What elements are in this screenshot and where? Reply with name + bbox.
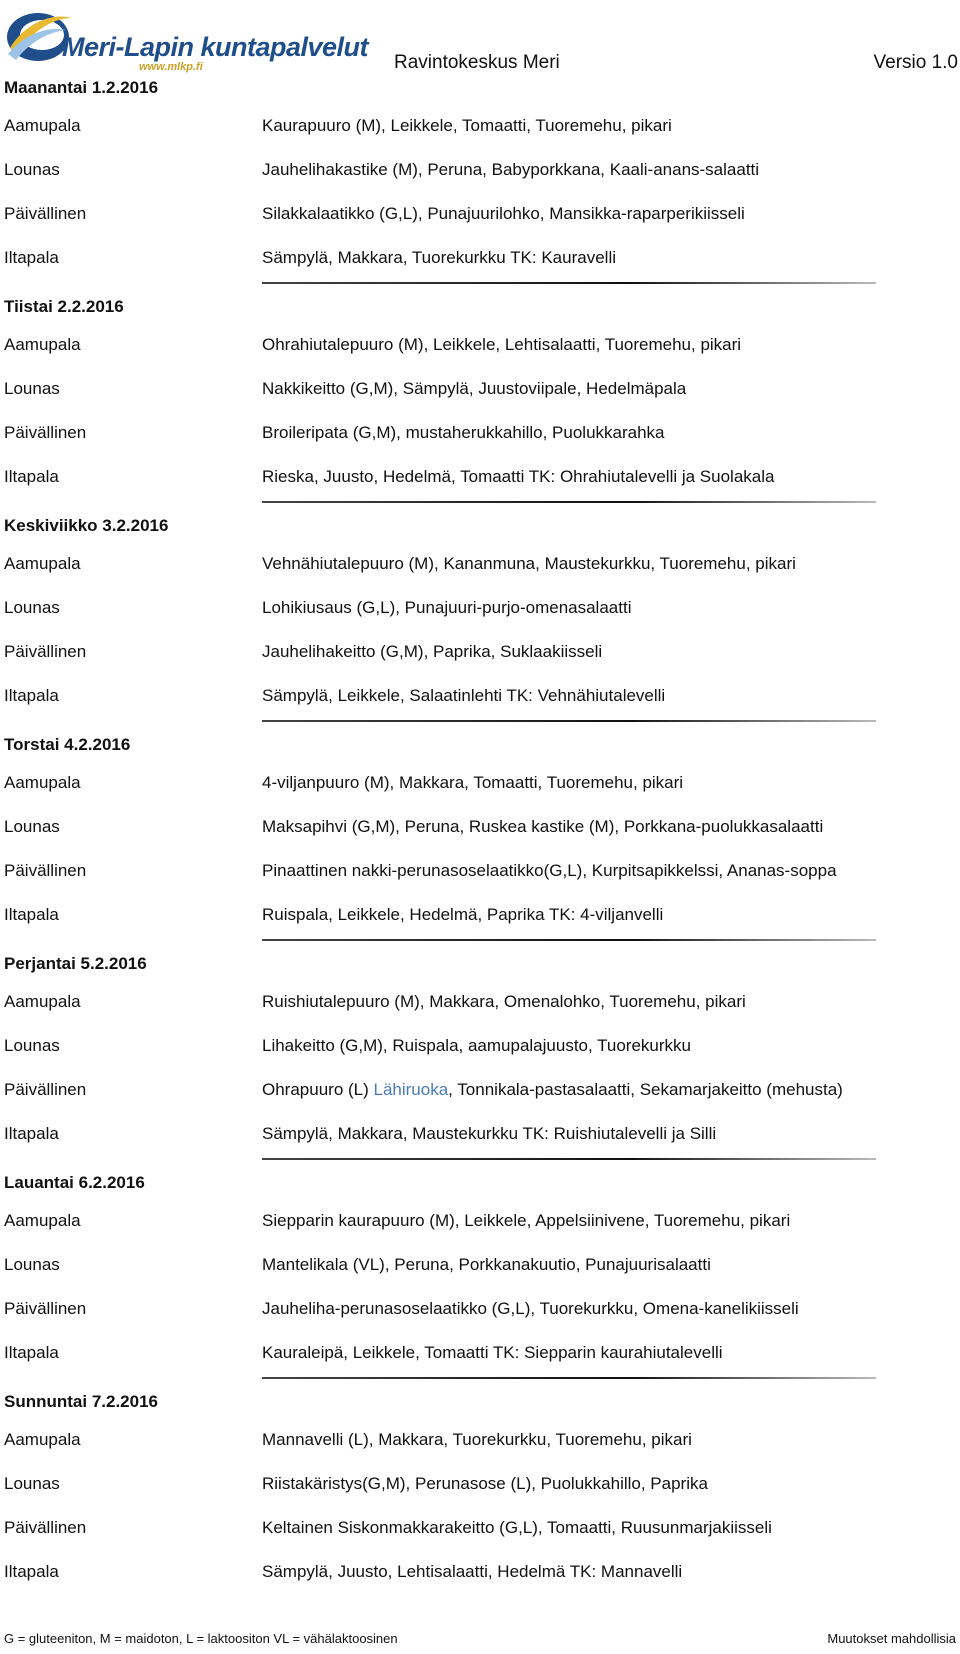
meal-label: Iltapala [4,248,59,267]
meal-row-iltapala [0,1550,960,1594]
meal-row-paivallinen [0,1068,960,1112]
meal-row-paivallinen [0,192,960,236]
meal-row-aamupala [0,104,960,148]
meal-text: Mantelikala (VL), Peruna, Porkkanakuutio, Punajuurisalaatti [262,1255,711,1274]
meal-text: Ruishiutalepuuro (M), Makkara, Omenalohko, Tuoremehu, pikari [262,992,746,1011]
meal-label: Aamupala [4,1430,81,1449]
meal-row-iltapala [0,674,960,718]
meal-text: Riistakäristys(G,M), Perunasose (L), Puolukkahillo, Paprika [262,1474,708,1493]
meal-text: Ohrahiutalepuuro (M), Leikkele, Lehtisalaatti, Tuoremehu, pikari [262,335,742,354]
meal-text: Kauraleipä, Leikkele, Tomaatti TK: Siepparin kaurahiutalevelli [262,1343,723,1362]
meal-row-lounas [0,367,960,411]
meal-label: Iltapala [4,1343,59,1362]
meal-label: Lounas [4,1474,60,1493]
meal-label: Päivällinen [4,861,87,880]
meal-row-iltapala [0,893,960,937]
meal-label: Lounas [4,160,60,179]
day-title: Torstai 4.2.2016 [4,735,131,754]
day-title: Sunnuntai 7.2.2016 [4,1392,158,1411]
version-label: Versio 1.0 [873,52,958,73]
meal-label: Iltapala [4,1562,59,1581]
logo-name: Meri-Lapin kuntapalvelut [62,32,369,62]
logo-url: www.mlkp.fi [139,61,203,73]
meal-label: Päivällinen [4,423,87,442]
day-divider [262,282,876,284]
day-section [0,78,960,297]
meal-label: Aamupala [4,335,81,354]
meal-text [262,1068,843,1112]
meal-text: Kaurapuuro (M), Leikkele, Tomaatti, Tuoremehu, pikari [262,116,672,135]
meal-row-paivallinen [0,1287,960,1331]
document-title: Ravintokeskus Meri [394,52,560,73]
meal-label: Iltapala [4,686,59,705]
meal-label: Päivällinen [4,1518,87,1537]
meal-text: Lohikiusaus (G,L), Punajuuri-purjo-omenasalaatti [262,598,632,617]
meal-text: Silakkalaatikko (G,L), Punajuurilohko, Mansikka-raparperikiisseli [262,204,745,223]
meal-label: Lounas [4,1255,60,1274]
meal-row-aamupala [0,761,960,805]
day-title: Perjantai 5.2.2016 [4,954,147,973]
meal-text: Pinaattinen nakki-perunasoselaatikko(G,L), Kurpitsapikkelssi, Ananas-soppa [262,861,837,880]
meal-row-paivallinen [0,411,960,455]
meal-row-iltapala [0,236,960,280]
day-title: Maanantai 1.2.2016 [4,78,159,97]
day-section [0,516,960,735]
meal-text: Keltainen Siskonmakkarakeitto (G,L), Tomaatti, Ruusunmarjakiisseli [262,1518,772,1537]
meal-text: Sämpylä, Leikkele, Salaatinlehti TK: Vehnähiutalevelli [262,686,666,705]
meal-label: Lounas [4,1036,60,1055]
meal-label: Lounas [4,598,60,617]
meal-label: Iltapala [4,1124,59,1143]
meal-text: Nakkikeitto (G,M), Sämpylä, Juustoviipale, Hedelmäpala [262,379,687,398]
meal-row-lounas [0,1024,960,1068]
day-section [0,735,960,954]
meal-row-aamupala [0,1199,960,1243]
meal-label: Iltapala [4,467,59,486]
page-header [0,0,960,90]
meal-text: Sämpylä, Makkara, Maustekurkku TK: Ruishiutalevelli ja Silli [262,1124,717,1143]
meal-row-lounas [0,148,960,192]
meal-row-aamupala [0,980,960,1024]
meal-text: Ruispala, Leikkele, Hedelmä, Paprika TK: 4-viljanvelli [262,905,664,924]
changes-note: Muutokset mahdollisia [827,1631,956,1646]
lahiruoka-link[interactable]: Lähiruoka [373,1080,449,1099]
meal-label: Aamupala [4,773,81,792]
meal-text: Maksapihvi (G,M), Peruna, Ruskea kastike (M), Porkkana-puolukkasalaatti [262,817,824,836]
meal-text: Siepparin kaurapuuro (M), Leikkele, Appelsiinivene, Tuoremehu, pikari [262,1211,791,1230]
meal-text: Jauhelihakastike (M), Peruna, Babyporkkana, Kaali-anans-salaatti [262,160,760,179]
meal-label: Päivällinen [4,1299,87,1318]
day-section [0,1392,960,1611]
meal-text-part: , Tonnikala-pastasalaatti, Sekamarjakeitto (mehusta) [448,1080,843,1099]
meal-row-iltapala [0,1331,960,1375]
meal-row-aamupala [0,1418,960,1462]
meal-label: Päivällinen [4,1080,87,1099]
day-title: Keskiviikko 3.2.2016 [4,516,169,535]
meal-text: Jauhelihakeitto (G,M), Paprika, Suklaakiisseli [262,642,603,661]
day-title: Lauantai 6.2.2016 [4,1173,145,1192]
meal-text-part: Ohrapuuro (L) [262,1080,374,1099]
meal-text: Rieska, Juusto, Hedelmä, Tomaatti TK: Ohrahiutalevelli ja Suolakala [262,467,775,486]
menu-days [0,78,960,1611]
day-section [0,1173,960,1392]
meal-row-paivallinen [0,849,960,893]
meal-label: Päivällinen [4,204,87,223]
meal-text: Sämpylä, Juusto, Lehtisalaatti, Hedelmä TK: Mannavelli [262,1562,683,1581]
logo [4,4,369,73]
day-divider [262,720,876,722]
day-divider [262,501,876,503]
meal-text: Mannavelli (L), Makkara, Tuorekurkku, Tuoremehu, pikari [262,1430,692,1449]
meal-label: Aamupala [4,116,81,135]
meal-row-lounas [0,805,960,849]
day-title: Tiistai 2.2.2016 [4,297,124,316]
meal-label: Lounas [4,817,60,836]
meal-label: Aamupala [4,1211,81,1230]
meal-row-lounas [0,586,960,630]
meal-text: Jauheliha-perunasoselaatikko (G,L), Tuorekurkku, Omena-kanelikiisseli [262,1299,799,1318]
meal-label: Päivällinen [4,642,87,661]
meal-row-lounas [0,1462,960,1506]
meal-text: Lihakeitto (G,M), Ruispala, aamupalajuusto, Tuorekurkku [262,1036,691,1055]
meal-text: Broileripata (G,M), mustaherukkahillo, Puolukkarahka [262,423,665,442]
meal-text: 4-viljanpuuro (M), Makkara, Tomaatti, Tuoremehu, pikari [262,773,684,792]
allergen-legend: G = gluteeniton, M = maidoton, L = laktoositon VL = vähälaktoosinen [4,1631,398,1646]
meal-text: Vehnähiutalepuuro (M), Kananmuna, Maustekurkku, Tuoremehu, pikari [262,554,796,573]
day-divider [262,939,876,941]
meal-label: Iltapala [4,905,59,924]
meal-row-iltapala [0,1112,960,1156]
meal-label: Aamupala [4,992,81,1011]
day-divider [262,1158,876,1160]
meal-text: Sämpylä, Makkara, Tuorekurkku TK: Kauravelli [262,248,616,267]
meal-label: Lounas [4,379,60,398]
meal-row-paivallinen [0,1506,960,1550]
meal-row-aamupala [0,323,960,367]
meal-row-paivallinen [0,630,960,674]
day-section [0,297,960,516]
meal-label: Aamupala [4,554,81,573]
day-section [0,954,960,1173]
meal-row-aamupala [0,542,960,586]
meal-row-lounas [0,1243,960,1287]
day-divider [262,1377,876,1379]
meal-row-iltapala [0,455,960,499]
